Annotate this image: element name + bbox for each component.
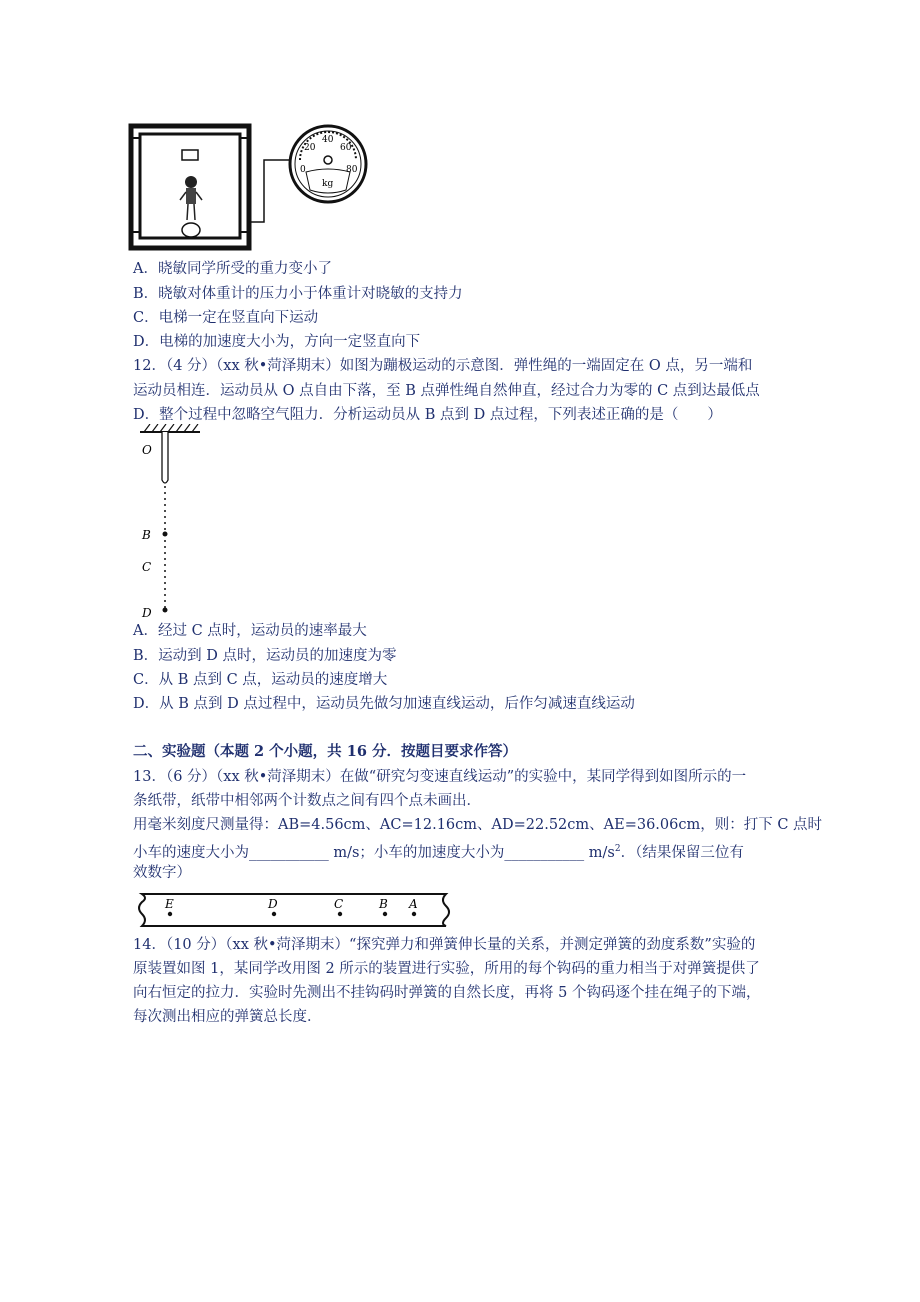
q13-line-4 <box>133 838 744 864</box>
elevator-scale-figure <box>128 120 398 252</box>
q12-option-d: D．从 B 点到 D 点过程中，运动员先做匀加速直线运动，后作匀减速直线运动 <box>133 696 635 712</box>
q12-stem-line-2: 运动员相连．运动员从 O 点自由下落，至 B 点弹性绳自然伸直，经过合力为零的 C 点到达最低点 <box>133 383 760 399</box>
section-2-heading: 二、实验题（本题 2 个小题，共 16 分．按题目要求作答） <box>133 743 517 760</box>
paper-tape-figure <box>128 886 458 932</box>
dial-unit: kg <box>322 179 334 189</box>
q13-line-4-tail: ．（结果保留三位有 <box>620 844 744 861</box>
q11-option-b: B．晓敏对体重计的压力小于体重计对晓敏的支持力 <box>133 286 463 302</box>
dial-tick-20: 20 <box>304 143 316 153</box>
q14-line-3: 向右恒定的拉力．实验时先测出不挂钩码时弹簧的自然长度，再将 5 个钩码逐个挂在绳子的下端， <box>133 985 761 1001</box>
q11-option-d: D．电梯的加速度大小为，方向一定竖直向下 <box>133 334 421 350</box>
q12-option-c: C．从 B 点到 C 点，运动员的速度增大 <box>133 672 388 688</box>
q11-option-a: A．晓敏同学所受的重力变小了 <box>133 261 332 277</box>
q12-stem-line-3: D．整个过程中忽略空气阻力．分析运动员从 B 点到 D 点过程，下列表述正确的是（ ） <box>133 407 722 423</box>
q13-line-1: 13．（6 分）（xx 秋•菏泽期末）在做“研究匀变速直线运动”的实验中，某同学得到如图所示的一 <box>133 769 747 785</box>
point-label-o: O <box>142 443 152 457</box>
tape-label-c: C <box>334 897 344 911</box>
dial-tick-60: 60 <box>340 143 352 153</box>
dial-tick-40: 40 <box>322 135 334 145</box>
q13-unit-exponent: 2 <box>614 844 621 854</box>
q13-line-3: 用毫米刻度尺测量得：AB=4.56cm、AC=12.16cm、AD=22.52cm、AE=36.06cm，则：打下 C 点时 <box>133 817 823 833</box>
q12-option-a: A．经过 C 点时，运动员的速率最大 <box>133 623 367 639</box>
q13-line-4-text: 小车的速度大小为___________ m/s；小车的加速度大小为___________ m/s <box>133 844 615 861</box>
tape-label-d: D <box>268 897 278 911</box>
point-label-d: D <box>142 606 152 620</box>
q12-option-b: B．运动到 D 点时，运动员的加速度为零 <box>133 648 397 664</box>
point-label-b: B <box>142 528 151 542</box>
q14-line-4: 每次测出相应的弹簧总长度． <box>133 1009 322 1025</box>
q14-line-2: 原装置如图 1，某同学改用图 2 所示的装置进行实验，所用的每个钩码的重力相当于对弹簧提供了 <box>133 961 760 977</box>
q13-line-2: 条纸带，纸带中相邻两个计数点之间有四个点未画出． <box>133 793 481 809</box>
tape-label-a: A <box>409 897 418 911</box>
tape-label-e: E <box>165 897 174 911</box>
tape-label-b: B <box>379 897 388 911</box>
q12-stem-line-1: 12．（4 分）（xx 秋•菏泽期末）如图为蹦极运动的示意图．弹性绳的一端固定在 O 点，另一端和 <box>133 358 753 374</box>
q13-line-5: 效数字） <box>133 865 191 881</box>
point-label-c: C <box>142 560 152 574</box>
bungee-figure <box>140 424 210 620</box>
dial-tick-80: 80 <box>346 165 358 175</box>
q14-line-1: 14．（10 分）（xx 秋•菏泽期末）“探究弹力和弹簧伸长量的关系，并测定弹簧的劲度系数”实验的 <box>133 937 756 953</box>
q11-option-c: C．电梯一定在竖直向下运动 <box>133 310 319 326</box>
dial-tick-0: 0 <box>300 165 306 175</box>
